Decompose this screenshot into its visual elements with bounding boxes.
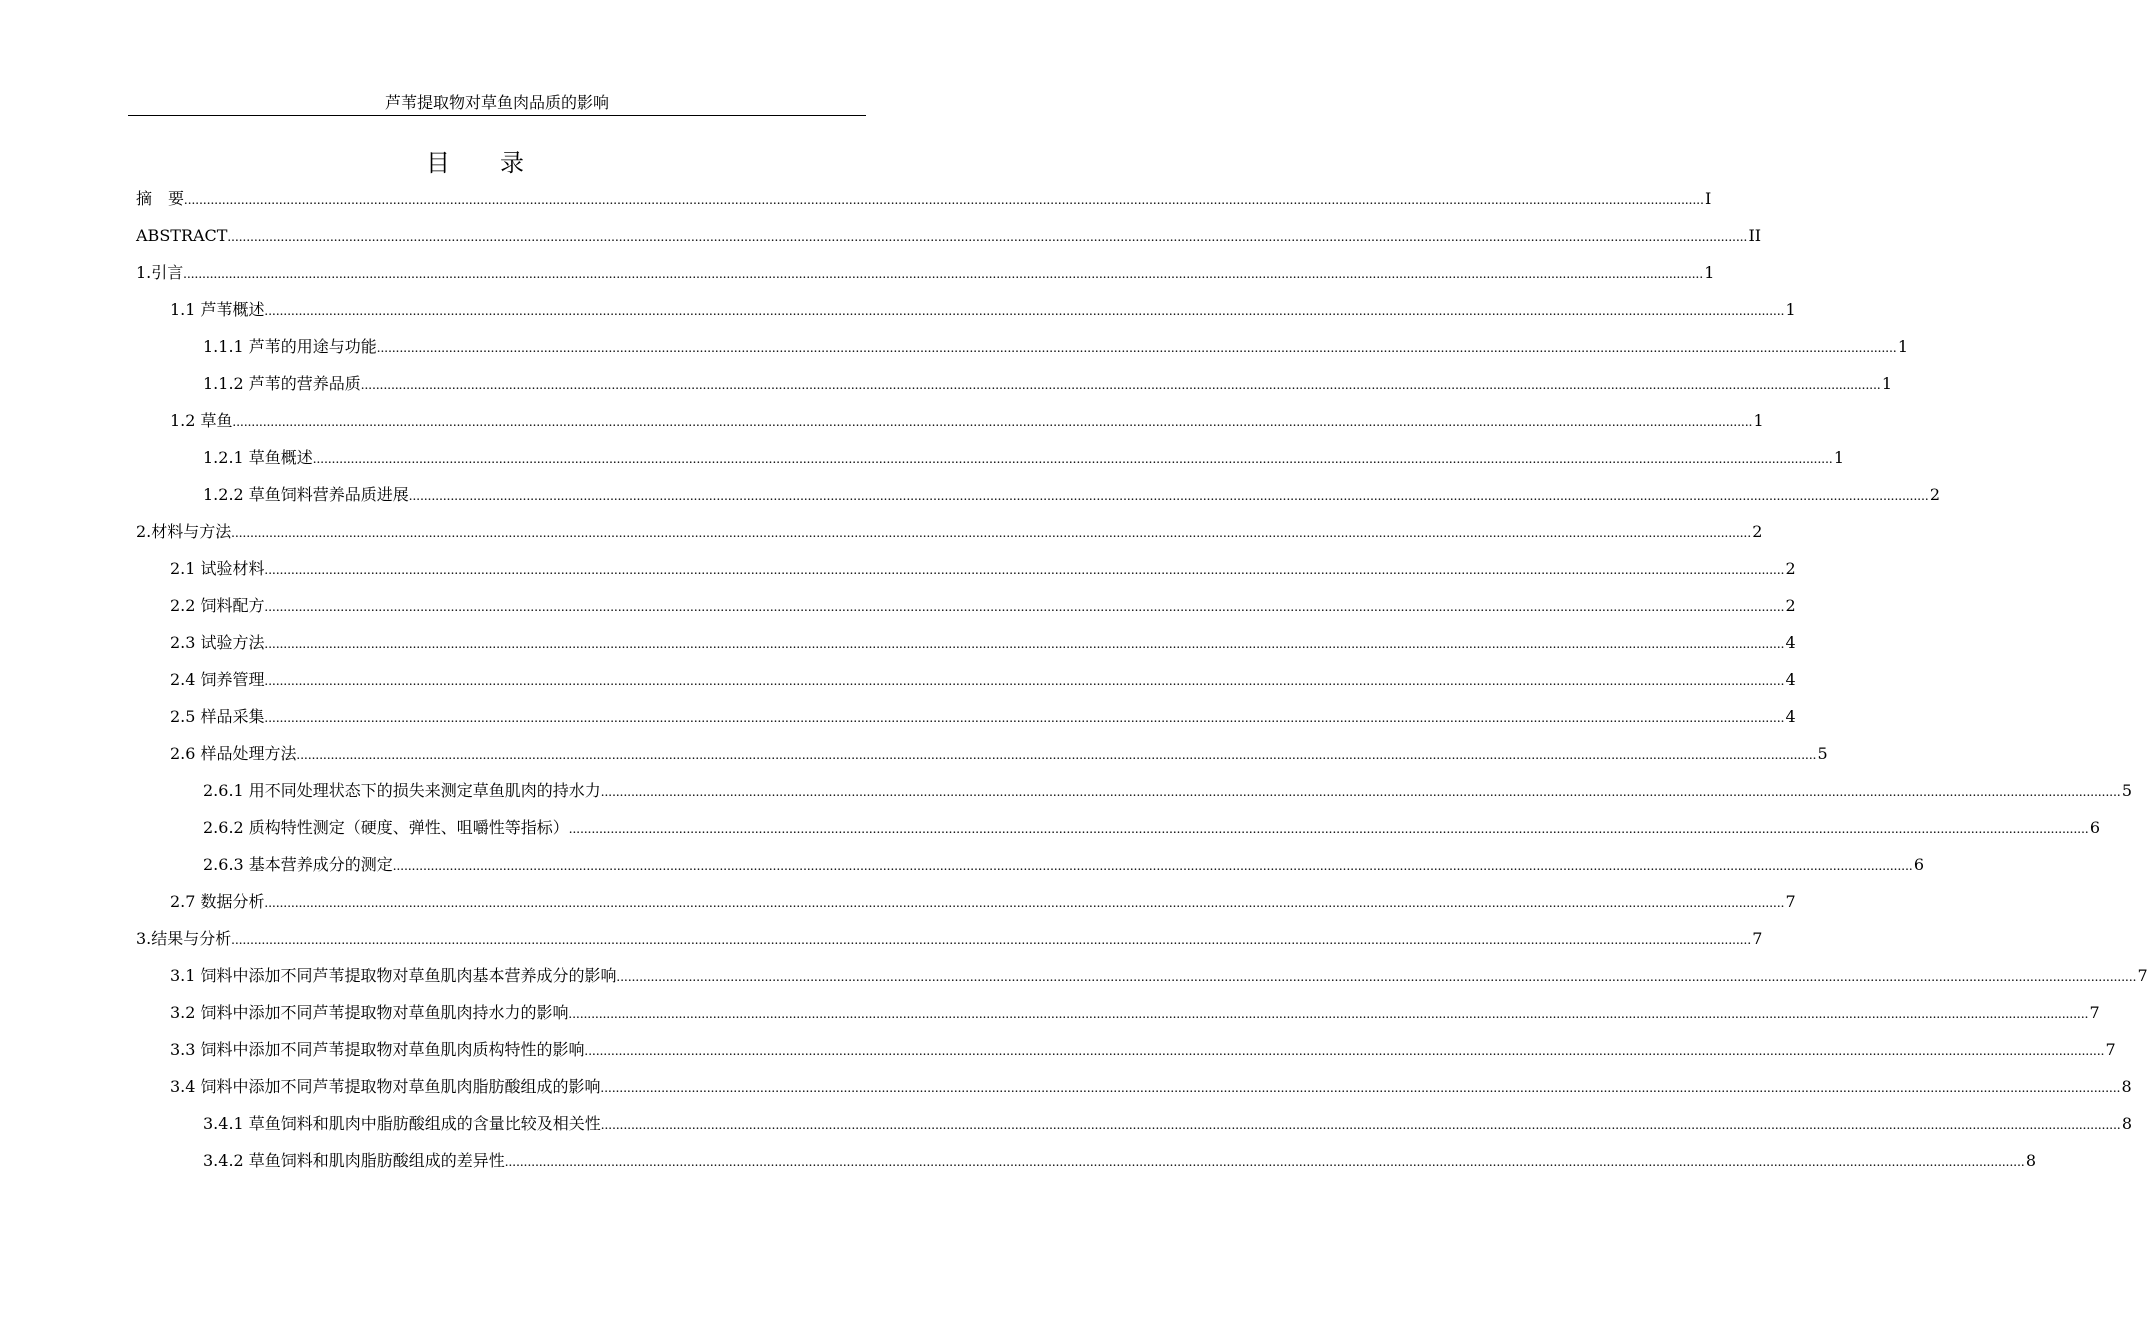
toc-entry-page: 4: [1785, 633, 1796, 652]
toc-entry-label: 2.6 样品处理方法: [170, 744, 297, 763]
toc-entry[interactable]: [170, 883, 1796, 920]
toc-leader-dots: ................................................................................................................................................................................................................................................................................................................................................................................................................: [264, 600, 1785, 615]
toc-entry[interactable]: [203, 328, 1908, 365]
toc-entry[interactable]: [170, 994, 2100, 1031]
toc-entry[interactable]: [170, 291, 1796, 328]
toc-leader-dots: ................................................................................................................................................................................................................................................................................................................................................................................................................: [568, 1007, 2089, 1022]
toc-entry-page: 8: [2121, 1114, 2132, 1133]
toc-leader-dots: ................................................................................................................................................................................................................................................................................................................................................................................................................: [231, 526, 1752, 541]
toc-leader-dots: ................................................................................................................................................................................................................................................................................................................................................................................................................: [264, 896, 1785, 911]
toc-leader-dots: ................................................................................................................................................................................................................................................................................................................................................................................................................: [408, 489, 1929, 504]
toc-entry-label: 1.2.1 草鱼概述: [203, 448, 313, 467]
toc-leader-dots: ................................................................................................................................................................................................................................................................................................................................................................................................................: [600, 785, 2121, 800]
toc-entry-label: 3.1 饲料中添加不同芦苇提取物对草鱼肌肉基本营养成分的影响: [170, 966, 617, 985]
toc-entry-label: 2.5 样品采集: [170, 707, 265, 726]
toc-entry[interactable]: [170, 1031, 2116, 1068]
toc-entry-label: 2.2 饲料配方: [170, 596, 265, 615]
toc-entry-page: I: [1705, 189, 1712, 208]
toc-leader-dots: ................................................................................................................................................................................................................................................................................................................................................................................................................: [184, 193, 1705, 208]
toc-entry-label: 2.3 试验方法: [170, 633, 265, 652]
toc-entry[interactable]: [203, 772, 2132, 809]
toc-leader-dots: ................................................................................................................................................................................................................................................................................................................................................................................................................: [296, 748, 1817, 763]
toc-entry-page: 1: [1897, 337, 1908, 356]
toc-entry[interactable]: [170, 1068, 2132, 1105]
toc-leader-dots: ................................................................................................................................................................................................................................................................................................................................................................................................................: [600, 1081, 2121, 1096]
toc-entry-page: 8: [2121, 1077, 2132, 1096]
toc-entry-page: 7: [1752, 929, 1763, 948]
toc-entry-page: 1: [1881, 374, 1892, 393]
toc-entry-label: ABSTRACT: [136, 226, 228, 245]
toc-entry-label: 2.6.2 质构特性测定（硬度、弹性、咀嚼性等指标）: [203, 818, 569, 837]
toc-leader-dots: ................................................................................................................................................................................................................................................................................................................................................................................................................: [227, 230, 1748, 245]
toc-entry[interactable]: [170, 402, 1764, 439]
toc-leader-dots: ................................................................................................................................................................................................................................................................................................................................................................................................................: [264, 304, 1785, 319]
toc-entry[interactable]: [203, 846, 1924, 883]
toc-leader-dots: ................................................................................................................................................................................................................................................................................................................................................................................................................: [376, 341, 1897, 356]
toc-entry-page: 2: [1752, 522, 1763, 541]
toc-entry[interactable]: [170, 735, 1828, 772]
toc-entry-page: 7: [2137, 966, 2148, 985]
toc-title: [0, 148, 950, 178]
toc-leader-dots: ................................................................................................................................................................................................................................................................................................................................................................................................................: [264, 563, 1785, 578]
toc-entry-page: 7: [1785, 892, 1796, 911]
toc-entry-page: 2: [1785, 559, 1796, 578]
toc-entry-page: 7: [2089, 1003, 2100, 1022]
toc-leader-dots: ................................................................................................................................................................................................................................................................................................................................................................................................................: [264, 674, 1785, 689]
toc-entry[interactable]: [203, 476, 1940, 513]
toc-entry-page: 4: [1785, 707, 1796, 726]
toc-entry-label: 1.引言: [136, 263, 184, 282]
toc-entry[interactable]: [170, 661, 1796, 698]
toc-entry-label: 1.2 草鱼: [170, 411, 233, 430]
toc-entry[interactable]: [136, 217, 1762, 254]
toc-entry[interactable]: [136, 513, 1763, 550]
toc-entry-page: 4: [1785, 670, 1796, 689]
toc-entry-label: 3.3 饲料中添加不同芦苇提取物对草鱼肌肉质构特性的影响: [170, 1040, 585, 1059]
toc-entry[interactable]: [203, 365, 1892, 402]
toc-entry[interactable]: [203, 809, 2100, 846]
running-header: [128, 92, 866, 116]
toc-entry[interactable]: [170, 624, 1796, 661]
toc-entry-label: 3.2 饲料中添加不同芦苇提取物对草鱼肌肉持水力的影响: [170, 1003, 569, 1022]
toc-entry[interactable]: [136, 920, 1763, 957]
toc-entry-label: 2.1 试验材料: [170, 559, 265, 578]
toc-entry-page: 1: [1833, 448, 1844, 467]
toc-leader-dots: ................................................................................................................................................................................................................................................................................................................................................................................................................: [232, 415, 1753, 430]
toc-leader-dots: ................................................................................................................................................................................................................................................................................................................................................................................................................: [392, 859, 1913, 874]
toc-entry[interactable]: [136, 180, 1712, 217]
toc-leader-dots: ................................................................................................................................................................................................................................................................................................................................................................................................................: [312, 452, 1833, 467]
toc-entry-page: 1: [1785, 300, 1796, 319]
toc-entry-page: 1: [1753, 411, 1764, 430]
toc-entry-label: 2.7 数据分析: [170, 892, 265, 911]
toc-entry-label: 1.1.1 芦苇的用途与功能: [203, 337, 377, 356]
toc-entry-label: 1.1 芦苇概述: [170, 300, 265, 319]
header-title: 芦苇提取物对草鱼肉品质的影响: [384, 93, 609, 112]
toc-leader-dots: ................................................................................................................................................................................................................................................................................................................................................................................................................: [568, 822, 2089, 837]
toc-entry[interactable]: [136, 254, 1715, 291]
toc-entry-label: 1.2.2 草鱼饲料营养品质进展: [203, 485, 409, 504]
toc-entry[interactable]: [203, 439, 1844, 476]
toc-leader-dots: ................................................................................................................................................................................................................................................................................................................................................................................................................: [584, 1044, 2105, 1059]
toc-entry-label: 2.6.3 基本营养成分的测定: [203, 855, 393, 874]
toc-entry-label: 1.1.2 芦苇的营养品质: [203, 374, 361, 393]
toc-entry[interactable]: [170, 550, 1796, 587]
toc-entry-page: 7: [2105, 1040, 2116, 1059]
toc-entry-label: 3.4 饲料中添加不同芦苇提取物对草鱼肌肉脂肪酸组成的影响: [170, 1077, 601, 1096]
toc-entry-page: 1: [1704, 263, 1715, 282]
toc-entry-page: 6: [1913, 855, 1924, 874]
toc-entry-label: 3.结果与分析: [136, 929, 232, 948]
toc-leader-dots: ................................................................................................................................................................................................................................................................................................................................................................................................................: [616, 970, 2137, 985]
toc-entry-label: 2.材料与方法: [136, 522, 232, 541]
toc-entry[interactable]: [203, 1105, 2132, 1142]
toc-leader-dots: ................................................................................................................................................................................................................................................................................................................................................................................................................: [264, 711, 1785, 726]
toc-entry[interactable]: [170, 698, 1796, 735]
toc-entry-page: 5: [1817, 744, 1828, 763]
toc-entry-page: 5: [2121, 781, 2132, 800]
toc-entry[interactable]: [203, 1142, 2036, 1179]
toc-title-char-1: 目: [426, 149, 450, 177]
toc-entry-page: 2: [1785, 596, 1796, 615]
toc-entry-label: 3.4.2 草鱼饲料和肌肉脂肪酸组成的差异性: [203, 1151, 505, 1170]
toc-leader-dots: ................................................................................................................................................................................................................................................................................................................................................................................................................: [600, 1118, 2121, 1133]
toc-entry-label: 摘 要: [136, 189, 185, 208]
toc-title-char-2: 录: [500, 149, 524, 177]
toc-entry-page: 8: [2025, 1151, 2036, 1170]
toc-entry[interactable]: [170, 957, 2148, 994]
toc-entry-label: 2.6.1 用不同处理状态下的损失来测定草鱼肌肉的持水力: [203, 781, 601, 800]
toc-entry-label: 3.4.1 草鱼饲料和肌肉中脂肪酸组成的含量比较及相关性: [203, 1114, 601, 1133]
toc-entry[interactable]: [170, 587, 1796, 624]
toc-leader-dots: ................................................................................................................................................................................................................................................................................................................................................................................................................: [231, 933, 1752, 948]
toc-entry-page: 2: [1929, 485, 1940, 504]
toc-leader-dots: ................................................................................................................................................................................................................................................................................................................................................................................................................: [183, 267, 1704, 282]
toc-entry-page: II: [1748, 226, 1762, 245]
toc-entry-label: 2.4 饲养管理: [170, 670, 265, 689]
toc-leader-dots: ................................................................................................................................................................................................................................................................................................................................................................................................................: [264, 637, 1785, 652]
toc-leader-dots: ................................................................................................................................................................................................................................................................................................................................................................................................................: [360, 378, 1881, 393]
toc-entry-page: 6: [2089, 818, 2100, 837]
toc-leader-dots: ................................................................................................................................................................................................................................................................................................................................................................................................................: [504, 1155, 2025, 1170]
